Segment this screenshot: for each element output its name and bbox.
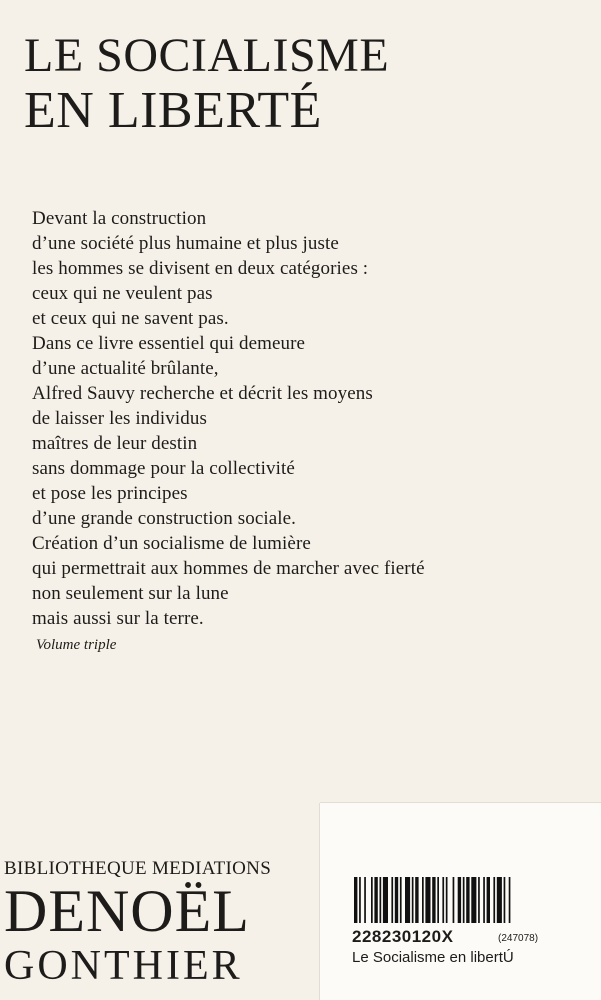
blurb-line: maîtres de leur destin — [32, 433, 198, 454]
blurb-line: d’une société plus humaine et plus juste — [32, 233, 339, 254]
publisher-imprint — [4, 858, 294, 988]
blurb-line: ceux qui ne veulent pas — [32, 283, 213, 304]
title-line-2: EN LIBERTÉ — [24, 82, 322, 139]
price-sticker — [320, 803, 601, 1000]
volume-note: Volume triple — [36, 637, 117, 653]
blurb-line: d’une actualité brûlante, — [32, 358, 219, 379]
barcode-icon — [354, 877, 568, 923]
publisher-name-secondary: GONTHIER — [4, 943, 243, 989]
blurb-line: et pose les principes — [32, 483, 188, 504]
title-line-1: LE SOCIALISME — [24, 29, 390, 82]
blurb-line: les hommes se divisent en deux catégories : — [32, 258, 369, 279]
blurb-line: mais aussi sur la terre. — [32, 608, 204, 629]
sticker-title: Le Socialisme en libertÚ — [352, 949, 514, 966]
sticker-sku: 228230120X — [352, 927, 454, 946]
book-title — [24, 29, 444, 139]
blurb-line: Devant la construction — [32, 208, 207, 229]
sticker-reference: (247078) — [498, 933, 539, 944]
blurb-line: de laisser les individus — [32, 408, 207, 429]
blurb-line: Alfred Sauvy recherche et décrit les moyens — [32, 383, 373, 404]
blurb-line: qui permettrait aux hommes de marcher avec fierté — [32, 558, 425, 579]
blurb-line: Dans ce livre essentiel qui demeure — [32, 333, 306, 354]
blurb-line: et ceux qui ne savent pas. — [32, 308, 229, 329]
blurb-line: non seulement sur la lune — [32, 583, 229, 604]
blurb-line: d’une grande construction sociale. — [32, 508, 297, 529]
series-name: BIBLIOTHEQUE MEDIATIONS — [4, 858, 272, 879]
publisher-name: DENOËL — [4, 878, 250, 944]
blurb-line: sans dommage pour la collectivité — [32, 458, 295, 479]
blurb-line: Création d’un socialisme de lumière — [32, 533, 311, 554]
back-cover-blurb — [32, 206, 552, 631]
